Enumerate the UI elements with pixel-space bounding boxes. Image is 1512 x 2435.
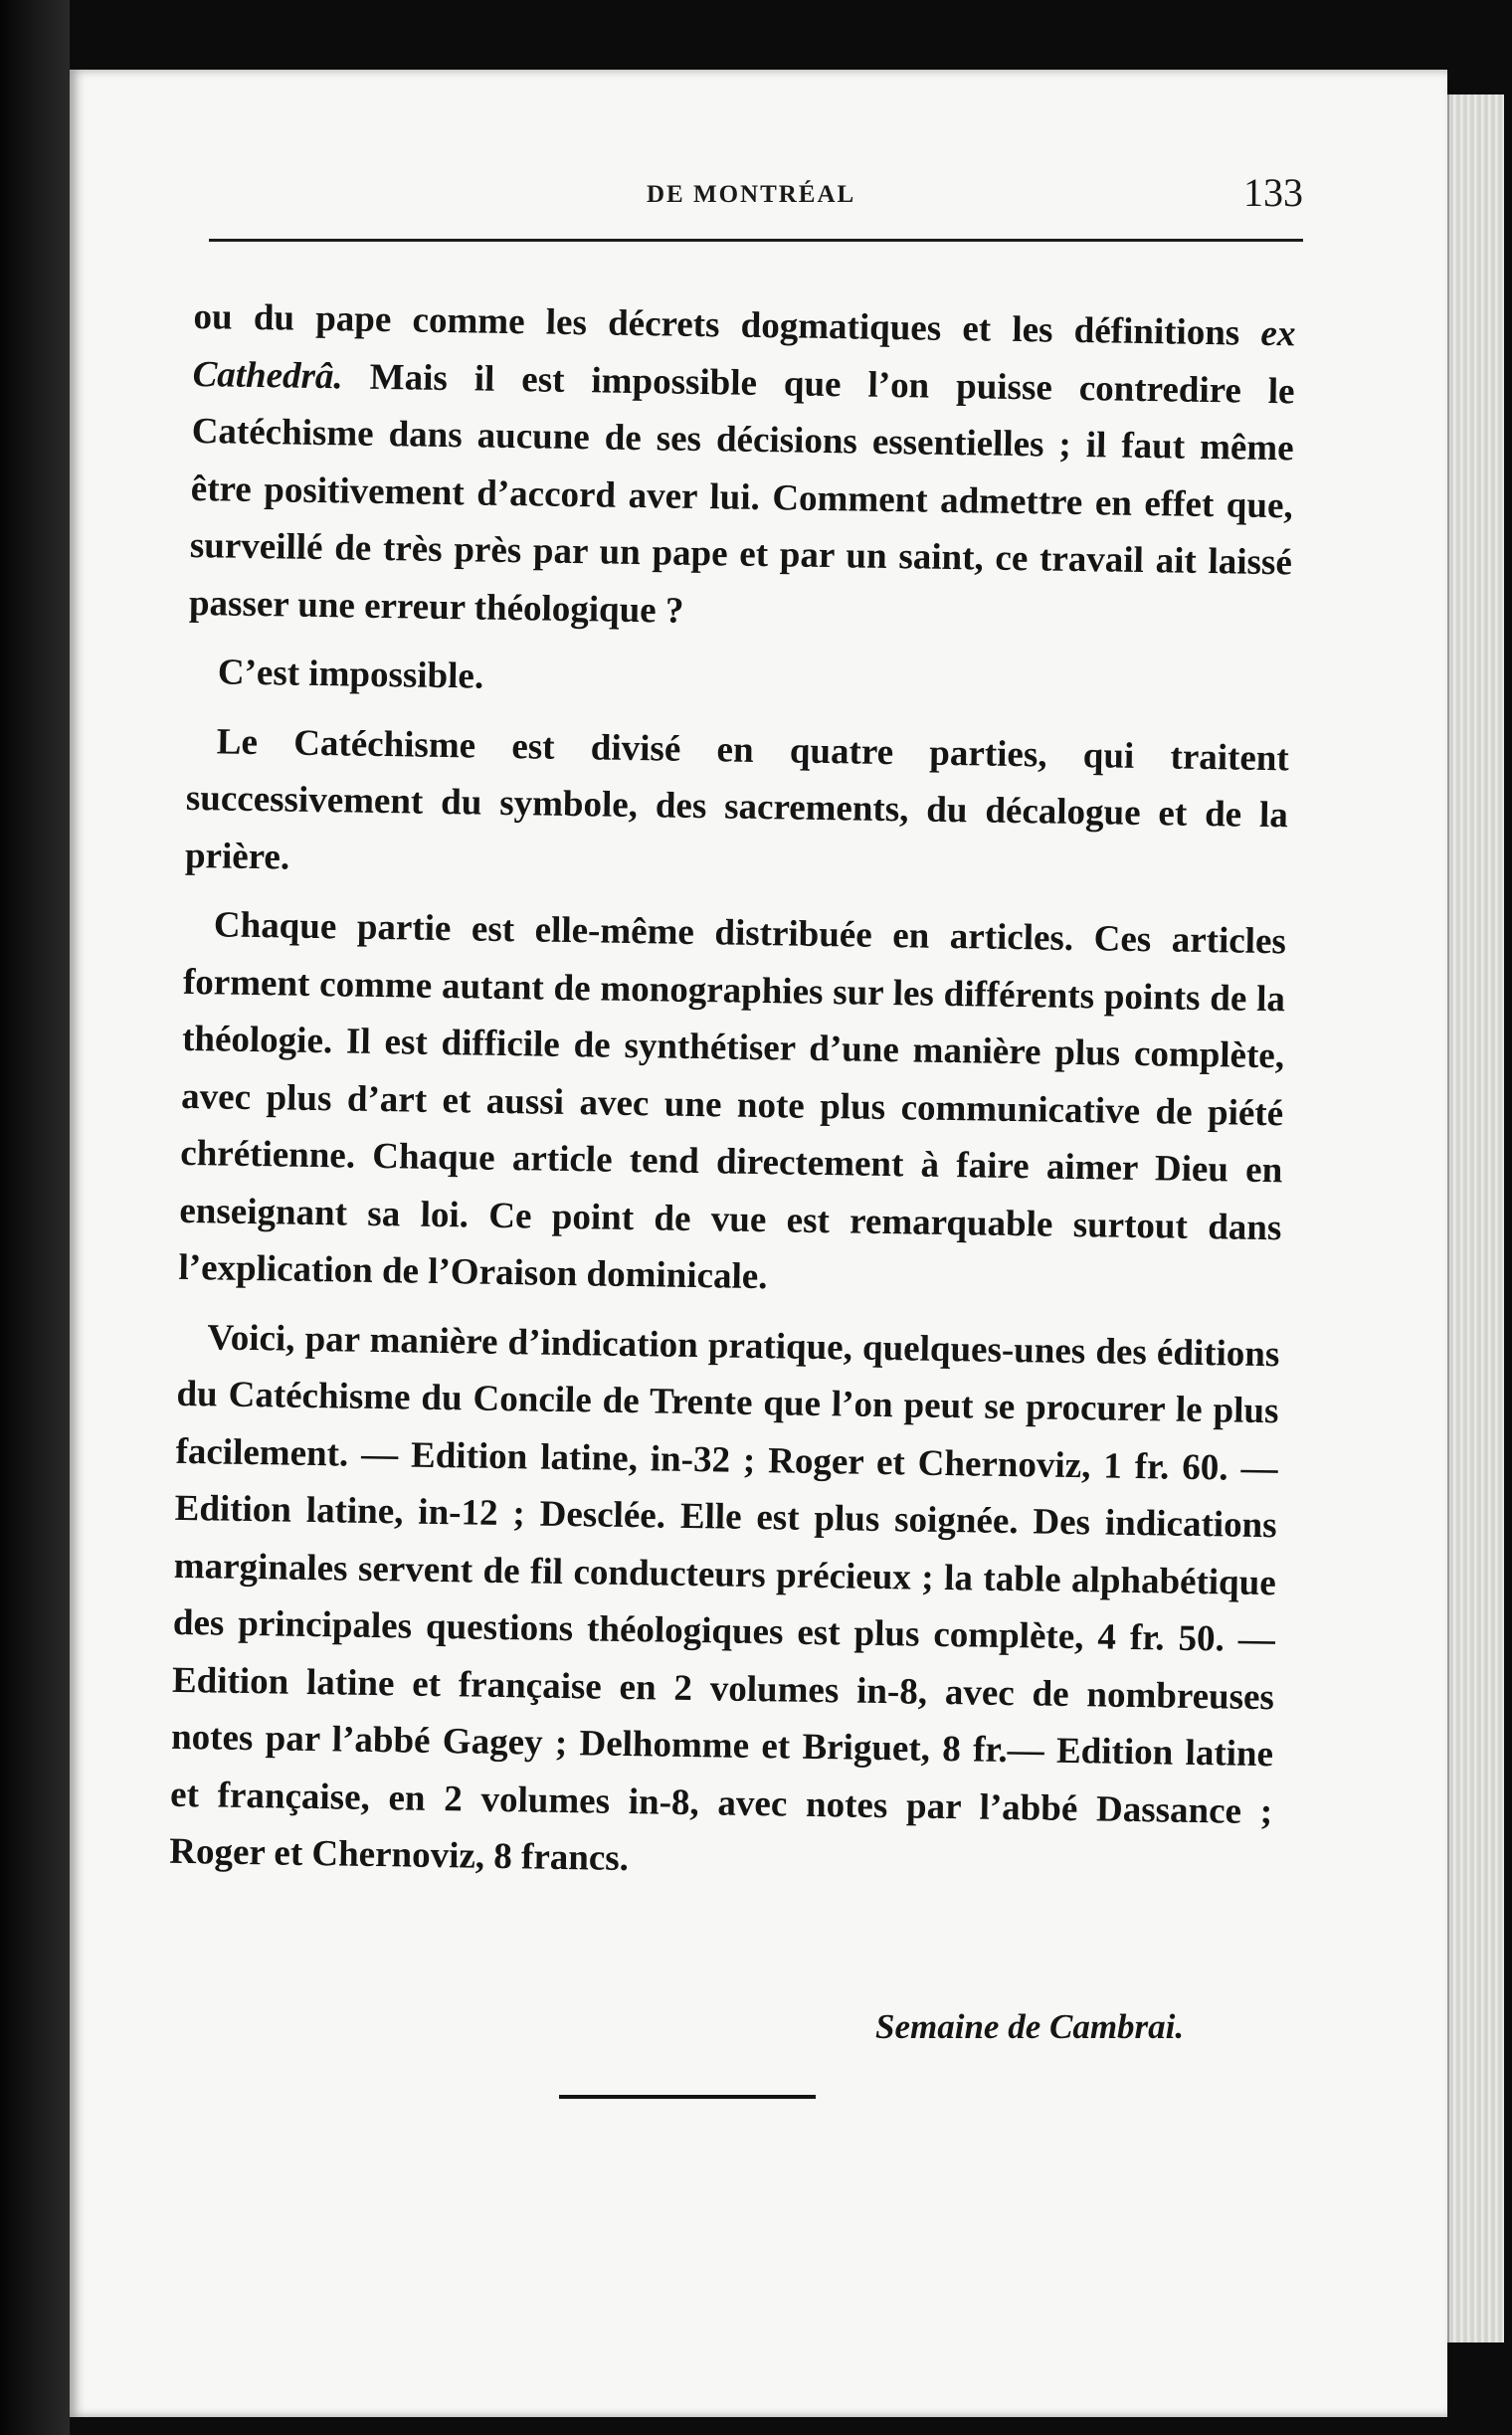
source-signature: Semaine de Cambrai. (875, 2007, 1185, 2046)
paragraph-1 (189, 288, 1296, 649)
paragraph-1-end: Mais il est impossible que l’on puisse contredire le Catéchisme dans aucune de ses décisions essentielles ; il faut même être positivement d’accord aver lui. Comment admettre en effet que, surveillé de très près par un pape et par un saint, ce travail ait laissé passer une erreur théologique ? (188, 355, 1295, 632)
paragraph-4: Chaque partie est elle-même distribuée en articles. Ces articles forment comme autant de monographies sur les différents points de la théologie. Il est difficile de synthétiser d’une manière plus complète, avec plus d’art et aussi avec une note plus communicative de piété chrétienne. Chaque article tend directement à faire aimer Dieu en enseignant sa loi. Ce point de vue est remarquable surtout dans l’explication de l’Oraison dominicale. (178, 904, 1287, 1298)
paragraph-3: Le Catéchisme est divisé en quatre parties, qui traitent successivement du symbole, des sacrements, du décalogue et de la prière. (184, 720, 1290, 878)
running-head: DE MONTRÉAL (647, 181, 856, 208)
paragraph-2: C’est impossible. (217, 652, 484, 697)
header-rule (209, 239, 1303, 242)
paragraph-1-start: ou du pape comme les décrets dogmatiques et les définitions (193, 295, 1261, 354)
body-text (169, 288, 1296, 1910)
page-header (209, 169, 1303, 239)
page-edges (1447, 94, 1504, 2342)
end-rule (559, 2095, 816, 2099)
italic-phrase: ex Cathedrâ. (192, 312, 1296, 397)
scan-dark-margin (0, 0, 70, 2435)
paragraph-5: Voici, par manière d’indication pratique, quelques-unes des éditions du Catéchisme du Concile de Trente que l’on peut se procurer le plus facilement. — Edition latine, in-32 ; Roger et Chernoviz, 1 fr. 60. — Edition latine, in-12 ; Desclée. Elle est plus soignée. Des indications marginales servent de fil conducteurs précieux ; la table alphabétique des principales questions théologiques est plus complète, 4 fr. 50. — Edition latine et française en 2 volumes in-8, avec de nombreuses notes par l’abbé Gagey ; Delhomme et Briguet, 8 fr.— Edition latine et française, en 2 volumes in-8, avec notes par l’abbé Dassance ; Roger et Chernoviz, 8 francs. (168, 1316, 1280, 1880)
page-number: 133 (1243, 170, 1303, 215)
